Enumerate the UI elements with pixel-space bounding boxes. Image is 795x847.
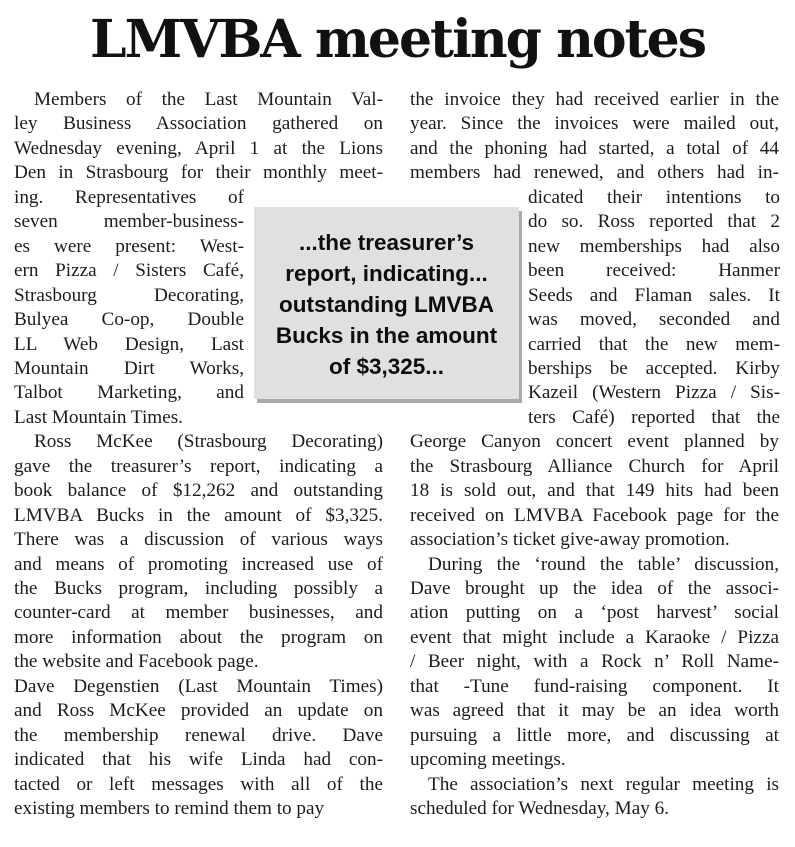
text-line: ley Business Association gathered on [14,113,383,135]
text-line: / Beer night, with a Rock n’ Roll Name- [410,651,779,673]
text-line: do so. Ross reported that 2 [528,211,780,233]
text-line: George Canyon concert event planned by [410,431,779,453]
text-line: upcoming meetings. [410,749,566,771]
text-line: seven member-business- [14,211,244,233]
text-line: year. Since the invoices were mailed out, [410,113,779,135]
pull-quote-line: outstanding LMVBA [279,292,494,317]
text-line: Seeds and Flaman sales. It [528,284,780,306]
text-line: Last Mountain Times. [14,406,183,428]
text-line: association’s ticket give-away promotion. [410,529,730,551]
text-line: 18 is sold out, and that 149 hits had been [410,480,779,502]
text-line: ters Café) reported that the [528,406,780,428]
text-line: es were present: West- [14,235,244,257]
text-line: LMVBA Bucks in the amount of $3,325. [14,504,383,526]
text-line: Ross McKee (Strasbourg Decorating) [34,431,383,453]
text-line: been received: Hanmer [528,260,780,282]
text-line: dicated their intentions to [528,186,780,208]
text-line: Kazeil (Western Pizza / Sis- [528,382,780,404]
text-line: ation putting on a ‘post harvest’ social [410,602,779,624]
text-line: ern Pizza / Sisters Café, [14,260,244,282]
text-line: counter-card at member businesses, and [14,602,383,624]
text-line: and means of promoting increased use of [14,553,383,575]
text-line: Wednesday evening, April 1 at the Lions [14,137,383,159]
text-line: and Ross McKee provided an update on [14,700,383,722]
text-line: received on LMVBA Facebook page for the [410,504,779,526]
text-line: Mountain Dirt Works, [14,357,244,379]
text-line: ing. Representatives of [14,186,244,208]
text-line: the invoice they had received earlier in the [410,89,779,110]
text-line: that -Tune fund-raising component. It [410,675,779,697]
text-line: Bulyea Co-op, Double [14,309,244,331]
pull-quote-box [254,207,519,399]
text-line: the website and Facebook page. [14,651,259,673]
text-line: LL Web Design, Last [14,333,244,355]
text-line: indicated that his wife Linda had con- [14,749,383,771]
text-line: pursuing a little more, and discussing at [410,724,779,746]
text-line: berships be accepted. Kirby [528,357,780,379]
text-line: was moved, seconded and [528,309,780,331]
pull-quote-line: Bucks in the amount [275,323,498,348]
pull-quote-line: ...the treasurer’s [298,230,475,255]
pull-quote-line: of $3,325... [328,354,445,379]
text-line: During the ‘round the table’ discussion, [428,553,779,575]
text-line: book balance of $12,262 and outstanding [14,480,383,502]
text-line: Den in Strasbourg for their monthly meet- [14,162,383,184]
text-line: There was a discussion of various ways [14,529,383,551]
text-line: scheduled for Wednesday, May 6. [410,798,670,820]
text-line: new memberships had also [528,235,780,257]
text-line: event that might include a Karaoke / Pizza [410,626,779,648]
text-line: Dave Degenstien (Last Mountain Times) [14,675,383,697]
text-line: the Bucks program, including possibly a [14,578,383,599]
text-line: Strasbourg Decorating, [14,284,244,306]
text-line: was agreed that it may be an idea worth [410,700,779,722]
text-line: more information about the program on [14,626,383,648]
text-line: carried that the new mem- [528,333,780,355]
text-line: the membership renewal drive. Dave [14,724,383,746]
text-line: the Strasbourg Alliance Church for April [410,455,779,477]
text-line: members had renewed, and others had in- [410,162,779,184]
text-line: gave the treasurer’s report, indicating a [14,455,383,477]
text-line: existing members to remind them to pay [14,798,325,820]
text-line: Dave brought up the idea of the associ- [410,578,779,599]
pull-quote-line: report, indicating... [285,261,488,286]
text-line: Talbot Marketing, and [14,382,244,404]
text-line: and the phoning had started, a total of 44 [410,137,779,159]
text-line: Members of the Last Mountain Val- [34,89,383,110]
headline: LMVBA meeting notes [90,9,705,70]
text-line: tacted or left messages with all of the [14,773,383,795]
text-line: The association’s next regular meeting is [428,773,779,795]
